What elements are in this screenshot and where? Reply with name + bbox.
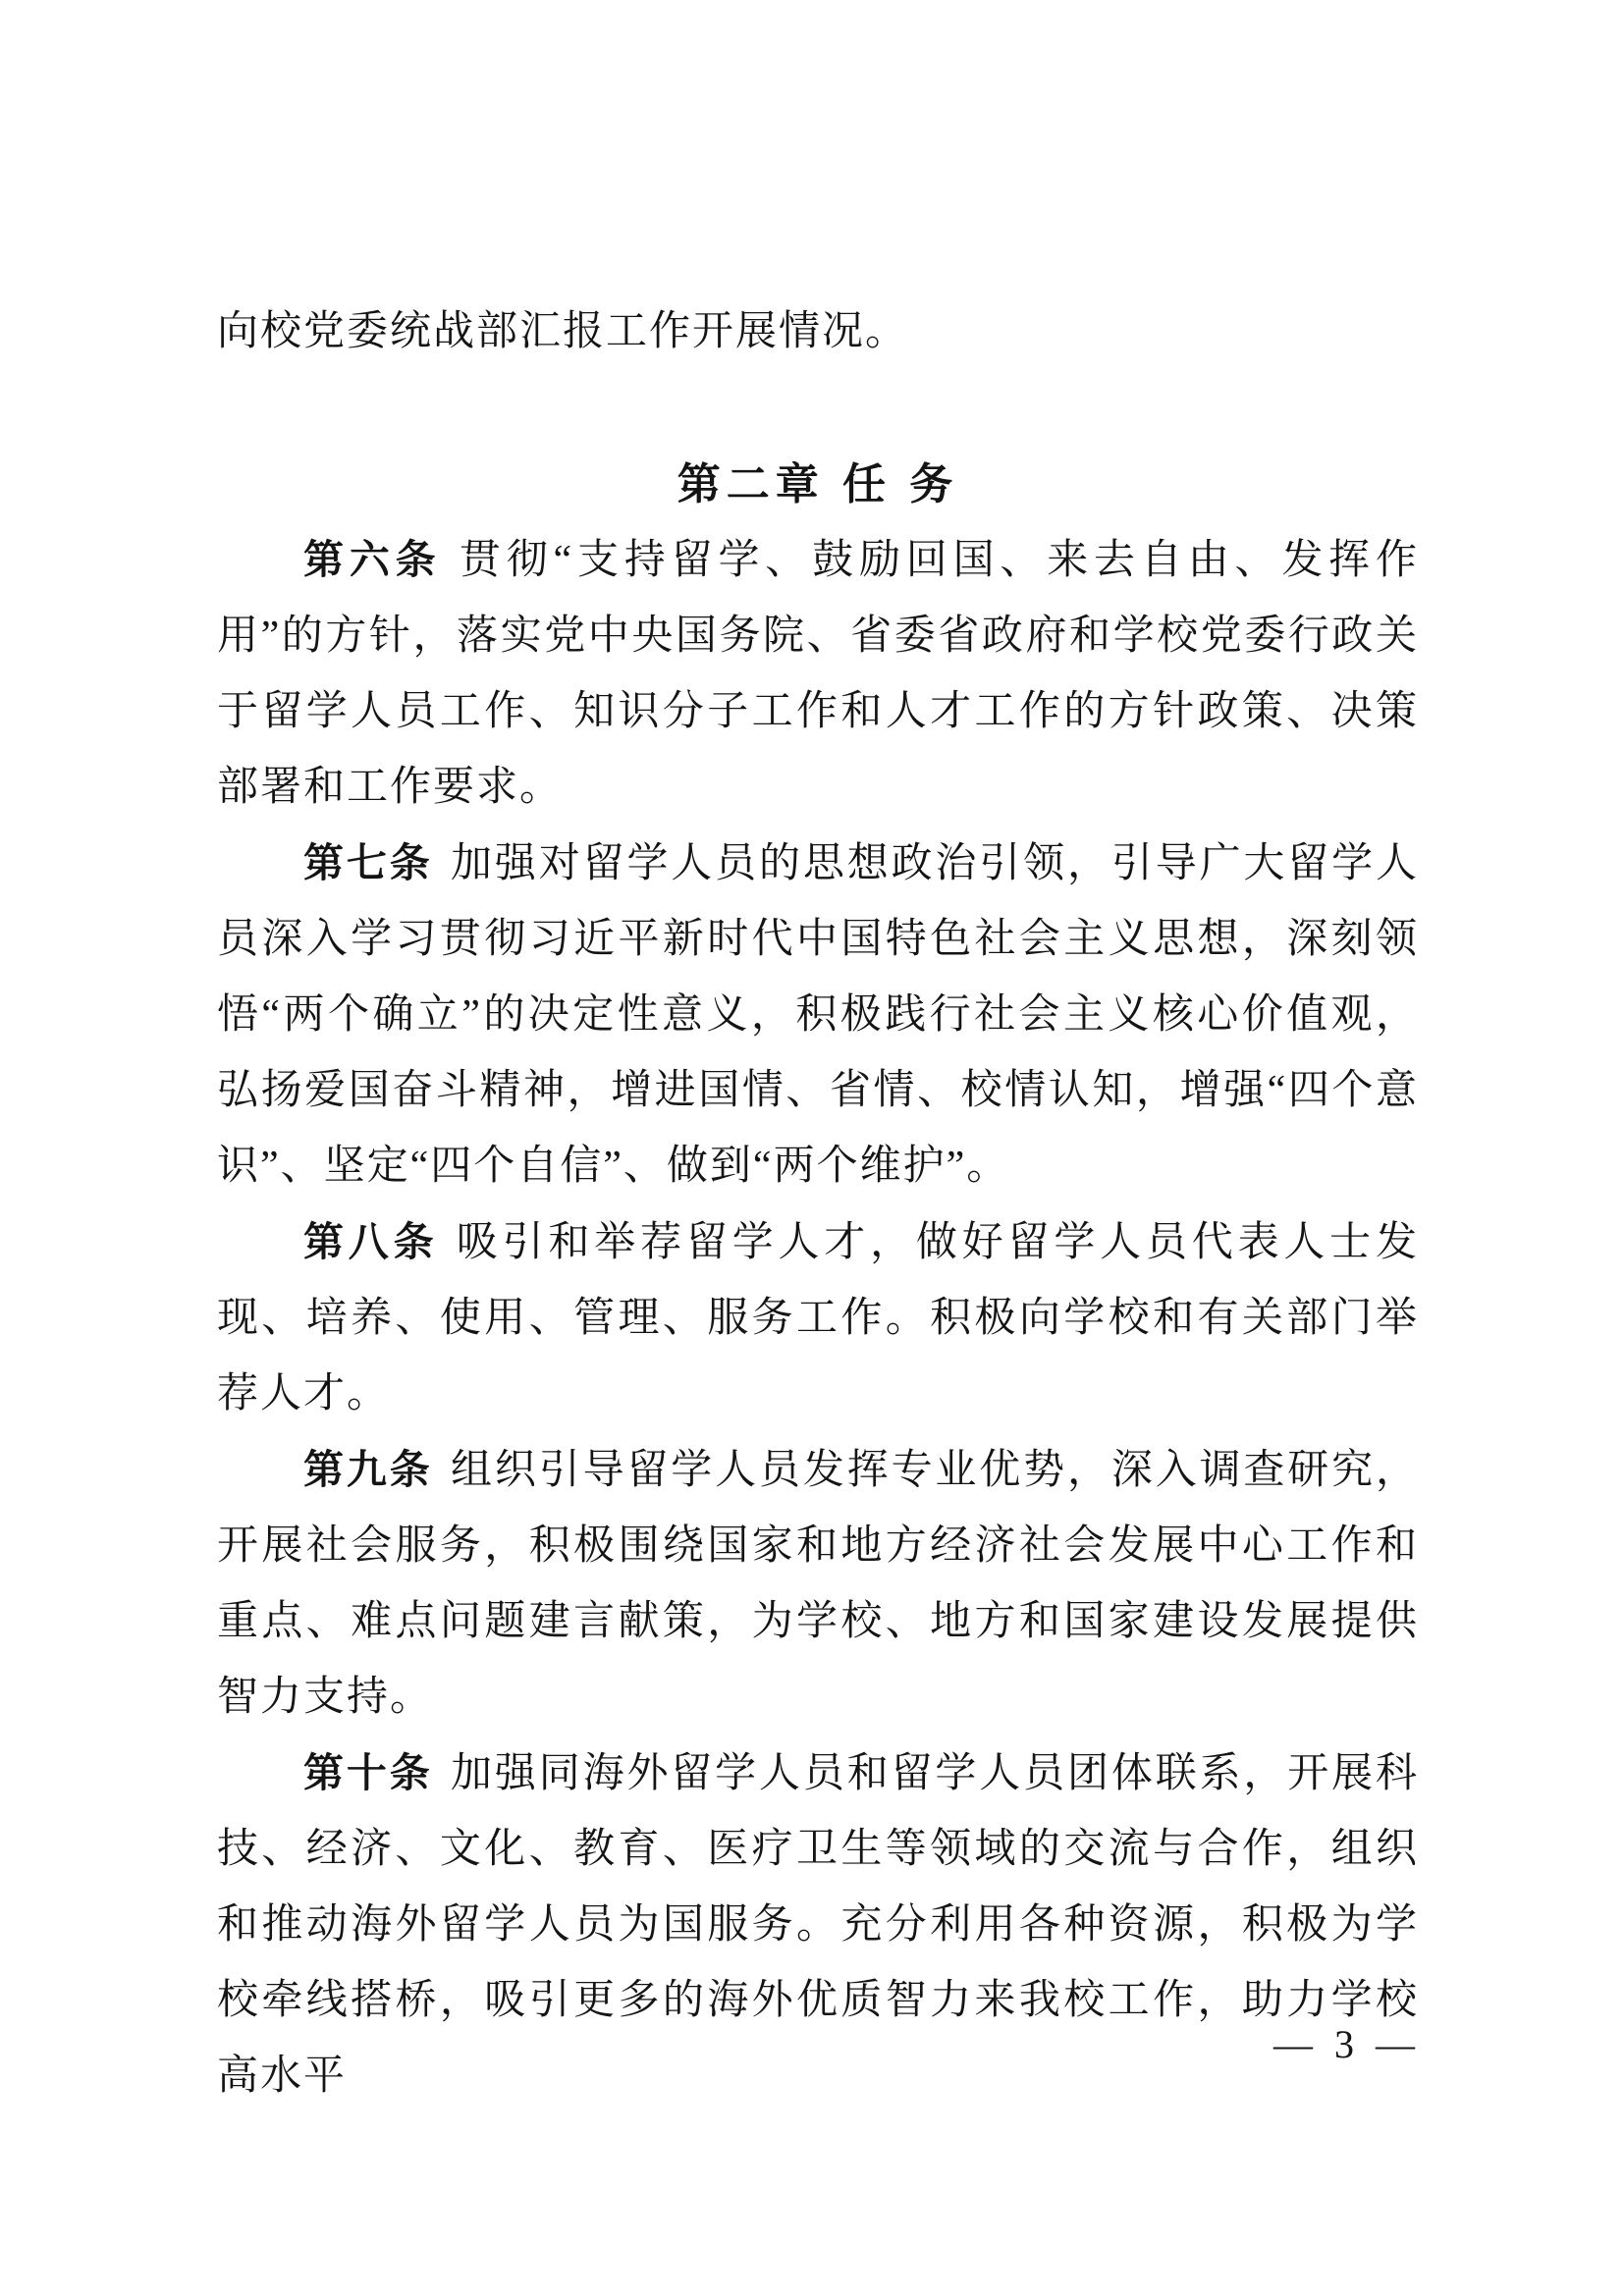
article-10-text: 加强同海外留学人员和留学人员团体联系，开展科技、经济、文化、教育、医疗卫生等领域的交流与合作，组织和推动海外留学人员为国服务。充分利用各种资源，积极为学校牵线搭桥，吸引更多的海外优质智力来我校工作，助力学校高水平: [217, 1751, 1419, 2099]
article-8-label: 第八条: [303, 1219, 439, 1264]
article-paragraph-8: [217, 1204, 1419, 1432]
article-7-text: 加强对留学人员的思想政治引领，引导广大留学人员深入学习贯彻习近平新时代中国特色社会主义思想，深刻领悟“两个确立”的决定性意义，积极践行社会主义核心价值观，弘扬爱国奋斗精神，增进国情、省情、校情认知，增强“四个意识”、坚定“四个自信”、做到“两个维护”。: [217, 841, 1419, 1189]
article-paragraph-10: [217, 1735, 1419, 2114]
chapter-heading: 第二章 任 务: [677, 460, 959, 508]
article-paragraph-7: [217, 826, 1419, 1204]
article-8-text: 吸引和举荐留学人才，做好留学人员代表人士发现、培养、使用、管理、服务工作。积极向学校和有关部门举荐人才。: [217, 1220, 1419, 1416]
article-6-label: 第六条: [303, 537, 442, 582]
article-paragraph-9: [217, 1432, 1419, 1735]
article-10-label: 第十条: [303, 1750, 433, 1795]
article-paragraph-6: [217, 522, 1419, 826]
article-6-text: 贯彻“支持留学、鼓励回国、来去自由、发挥作用”的方针，落实党中央国务院、省委省政府和学校党委行政关于留学人员工作、知识分子工作和人才工作的方针政策、决策部署和工作要求。: [217, 538, 1419, 810]
document-body: [217, 294, 1419, 2114]
page-number: — 3 —: [1273, 2022, 1421, 2066]
article-7-label: 第七条: [303, 840, 433, 885]
continuation-line: 向校党委统战部汇报工作开展情况。: [217, 309, 909, 354]
article-9-text: 组织引导留学人员发挥专业优势，深入调查研究，开展社会服务，积极围绕国家和地方经济社会发展中心工作和重点、难点问题建言献策，为学校、地方和国家建设发展提供智力支持。: [217, 1448, 1419, 1720]
article-9-label: 第九条: [303, 1447, 433, 1492]
